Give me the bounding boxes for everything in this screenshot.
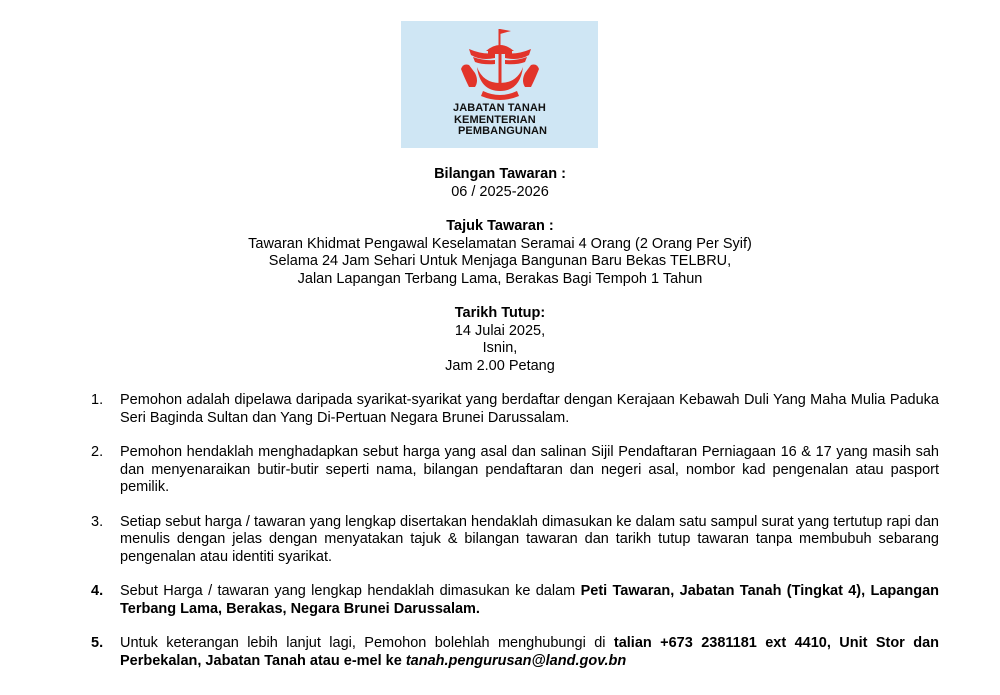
title-line: Tawaran Khidmat Pengawal Keselamatan Seramai 4 Orang (2 Orang Per Syif) (248, 235, 752, 252)
closing-date-line: Isnin, (482, 340, 518, 356)
contact-details: talian +673 2381181 ext 4410, Unit Stor dan Perbekalan, Jabatan Tanah atau e-mel ke (120, 635, 939, 669)
list-item (91, 444, 939, 497)
title-line: Jalan Lapangan Terbang Lama, Berakas Bagi Tempoh 1 Tahun (297, 270, 703, 287)
item-number: 2. (91, 444, 104, 460)
closing-date-line: 14 Julai 2025, (454, 322, 546, 339)
logo-line-3: PEMBANGUNAN (458, 125, 548, 137)
closing-date-label: Tarikh Tutup: (454, 305, 546, 321)
logo-text (453, 103, 547, 138)
item-text (120, 583, 939, 618)
list-item (91, 583, 939, 618)
contact-email: tanah.pengurusan@land.gov.bn (405, 652, 627, 669)
tender-header (0, 166, 1000, 375)
item-text-plain: Sebut Harga / tawaran yang lengkap hendaklah dimasukan ke dalam (120, 583, 581, 599)
logo-line-2: KEMENTERIAN (454, 113, 536, 126)
item-number: 4. (91, 583, 104, 599)
title-label: Tajuk Tawaran : (446, 218, 554, 234)
tender-box-location: Peti Tawaran, Jabatan Tanah (Tingkat 4), Lapangan Terbang Lama, Berakas, Negara Brunei Darussalam. (120, 583, 939, 617)
title-line: Selama 24 Jam Sehari Untuk Menjaga Bangunan Baru Bekas TELBRU, (268, 253, 732, 269)
instructions-list (91, 392, 939, 687)
item-text-plain: Untuk keterangan lebih lanjut lagi, Pemohon bolehlah menghubungi di (120, 635, 614, 651)
brunei-crest-icon (457, 25, 543, 105)
list-item (91, 635, 939, 670)
logo-line-1: JABATAN TANAH (453, 102, 546, 114)
offer-number-label: Bilangan Tawaran : (434, 166, 566, 182)
item-number: 3. (91, 513, 104, 530)
list-item (91, 514, 939, 567)
item-number: 5. (91, 635, 104, 651)
logo-panel (401, 21, 598, 148)
item-text (120, 635, 939, 670)
item-text: Pemohon hendaklah menghadapkan sebut harga yang asal dan salinan Sijil Pendaftaran Perniagaan 16 & 17 yang masih sah dan menyenaraikan butir-butir seperti nama, bilangan pendaftaran dan negeri asal, nombor kad pengenalan atau pasport pemilik. (120, 444, 939, 495)
item-number: 1. (91, 392, 104, 408)
offer-number: 06 / 2025-2026 (451, 183, 549, 200)
closing-date-line: Jam 2.00 Petang (445, 357, 555, 374)
item-text: Pemohon adalah dipelawa daripada syarikat-syarikat yang berdaftar dengan Kerajaan Kebawah Duli Yang Maha Mulia Paduka Seri Baginda Sultan dan Yang Di-Pertuan Negara Brunei Darussalam. (120, 392, 939, 426)
list-item (91, 392, 939, 427)
item-text: Setiap sebut harga / tawaran yang lengkap disertakan hendaklah dimasukan ke dalam satu sampul surat yang tertutup rapi dan menulis dengan jelas dengan menyatakan tajuk & bilangan tawaran dan tarikh tutup tawaran tanpa membubuh sebarang pengenalan atau identiti syarikat. (120, 513, 939, 565)
